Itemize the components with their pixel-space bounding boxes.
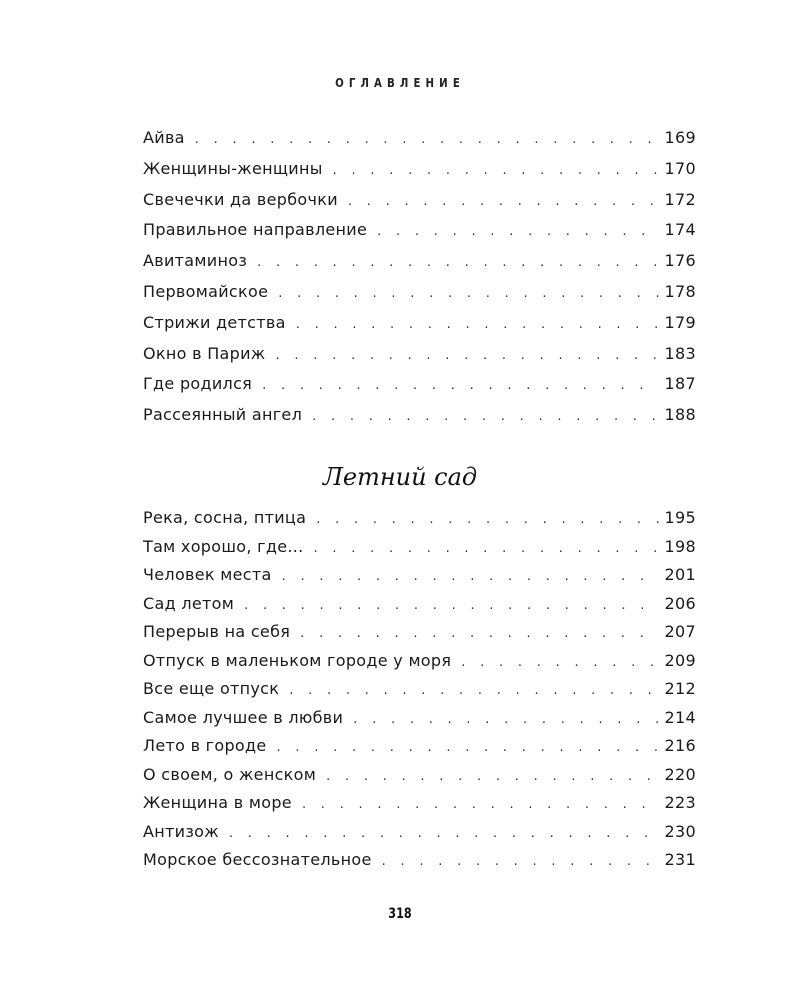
toc-entry-page: 230 bbox=[664, 821, 696, 841]
toc-entry[interactable] bbox=[143, 313, 696, 344]
toc-entry[interactable] bbox=[143, 251, 696, 282]
dot-leader bbox=[326, 769, 658, 784]
dot-leader bbox=[289, 683, 658, 698]
toc-entry[interactable] bbox=[143, 594, 696, 623]
toc-entry-title: Перерыв на себя bbox=[143, 622, 291, 641]
toc-entry[interactable] bbox=[143, 190, 696, 221]
toc-entry-page: 187 bbox=[664, 374, 696, 394]
dot-leader bbox=[195, 132, 659, 147]
toc-entry-page: 209 bbox=[664, 650, 696, 670]
toc-entry[interactable] bbox=[143, 708, 696, 737]
toc-entry-title: О своем, о женском bbox=[143, 764, 317, 784]
toc-entry-title: Река, сосна, птица bbox=[143, 508, 307, 527]
dot-leader bbox=[333, 163, 659, 178]
toc-entry[interactable] bbox=[143, 793, 696, 822]
dot-leader bbox=[276, 348, 659, 363]
toc-entry-title: Авитаминоз bbox=[143, 251, 248, 271]
toc-entry-title: Свечечки да вербочки bbox=[143, 189, 338, 209]
toc-entry-title: Самое лучшее в любви bbox=[143, 707, 344, 727]
toc-entry[interactable] bbox=[143, 565, 696, 594]
dot-leader bbox=[278, 286, 658, 301]
dot-leader bbox=[382, 854, 659, 869]
toc-entry[interactable] bbox=[143, 679, 696, 708]
toc-entry[interactable] bbox=[143, 344, 696, 375]
dot-leader bbox=[314, 541, 659, 556]
dot-leader bbox=[244, 598, 658, 613]
toc-list-part-2 bbox=[143, 508, 696, 879]
toc-entry[interactable] bbox=[143, 508, 696, 537]
toc-entry-page: 172 bbox=[664, 189, 696, 209]
dot-leader bbox=[377, 224, 658, 239]
toc-entry-title: Антизож bbox=[143, 821, 219, 841]
toc-entry[interactable] bbox=[143, 736, 696, 765]
toc-entry-title: Женщины-женщины bbox=[143, 158, 323, 178]
toc-entry-page: 206 bbox=[664, 593, 696, 613]
toc-entry[interactable] bbox=[143, 651, 696, 680]
dot-leader bbox=[257, 255, 658, 270]
toc-entry[interactable] bbox=[143, 622, 696, 651]
toc-entry-page: 188 bbox=[664, 405, 696, 425]
toc-entry[interactable] bbox=[143, 537, 696, 566]
toc-entry-page: 201 bbox=[664, 565, 696, 584]
toc-entry-title: Первомайское bbox=[143, 281, 269, 301]
toc-entry-title: Все еще отпуск bbox=[143, 679, 280, 698]
toc-entry-page: 207 bbox=[664, 622, 696, 641]
dot-leader bbox=[302, 797, 659, 812]
toc-entry-page: 176 bbox=[664, 251, 696, 271]
toc-entry-title: Морское бессознательное bbox=[143, 850, 372, 869]
toc-entry[interactable] bbox=[143, 374, 696, 405]
toc-entry-title: Отпуск в маленьком городе у моря bbox=[143, 650, 452, 670]
toc-entry-title: Там хорошо, где... bbox=[143, 536, 304, 556]
toc-entry-page: 178 bbox=[664, 281, 696, 301]
toc-entry-title: Женщина в море bbox=[143, 793, 292, 812]
toc-entry[interactable] bbox=[143, 282, 696, 313]
toc-entry-page: 198 bbox=[664, 536, 696, 556]
toc-entry-page: 212 bbox=[664, 679, 696, 698]
toc-entry[interactable] bbox=[143, 405, 696, 436]
toc-entry-title: Айва bbox=[143, 128, 185, 147]
dot-leader bbox=[348, 194, 659, 209]
dot-leader bbox=[282, 569, 659, 584]
dot-leader bbox=[316, 512, 658, 527]
toc-entry-page: 183 bbox=[664, 343, 696, 363]
toc-entry-page: 216 bbox=[664, 736, 696, 755]
dot-leader bbox=[229, 826, 659, 841]
toc-entry-page: 195 bbox=[664, 508, 696, 527]
toc-entry[interactable] bbox=[143, 128, 696, 159]
toc-entry-page: 220 bbox=[664, 764, 696, 784]
toc-entry-page: 214 bbox=[664, 707, 696, 727]
dot-leader bbox=[262, 378, 658, 393]
toc-entry-page: 231 bbox=[664, 850, 696, 869]
toc-entry-page: 170 bbox=[664, 158, 696, 178]
toc-entry[interactable] bbox=[143, 822, 696, 851]
dot-leader bbox=[461, 655, 658, 670]
dot-leader bbox=[353, 712, 658, 727]
toc-entry-title: Окно в Париж bbox=[143, 343, 266, 363]
toc-entry-title: Где родился bbox=[143, 374, 253, 394]
section-title: Летний сад bbox=[322, 463, 478, 491]
toc-entry[interactable] bbox=[143, 765, 696, 794]
toc-entry-title: Рассеянный ангел bbox=[143, 405, 303, 425]
toc-entry[interactable] bbox=[143, 850, 696, 879]
toc-entry-page: 179 bbox=[664, 312, 696, 332]
toc-entry-title: Стрижи детства bbox=[143, 312, 286, 332]
toc-entry-title: Лето в городе bbox=[143, 736, 267, 755]
toc-entry-title: Человек места bbox=[143, 565, 272, 584]
toc-entry-page: 169 bbox=[664, 128, 696, 147]
toc-entry-page: 174 bbox=[664, 220, 696, 240]
dot-leader bbox=[277, 740, 659, 755]
dot-leader bbox=[300, 626, 658, 641]
toc-entry-title: Сад летом bbox=[143, 593, 235, 613]
dot-leader bbox=[312, 409, 658, 424]
toc-entry-title: Правильное направление bbox=[143, 220, 368, 240]
toc-entry[interactable] bbox=[143, 159, 696, 190]
toc-entry[interactable] bbox=[143, 220, 696, 251]
page-number: 318 bbox=[388, 906, 412, 922]
contents-heading: ОГЛАВЛЕНИЕ bbox=[335, 76, 465, 90]
toc-entry-page: 223 bbox=[664, 793, 696, 812]
dot-leader bbox=[296, 317, 659, 332]
toc-list-part-1 bbox=[143, 128, 696, 436]
